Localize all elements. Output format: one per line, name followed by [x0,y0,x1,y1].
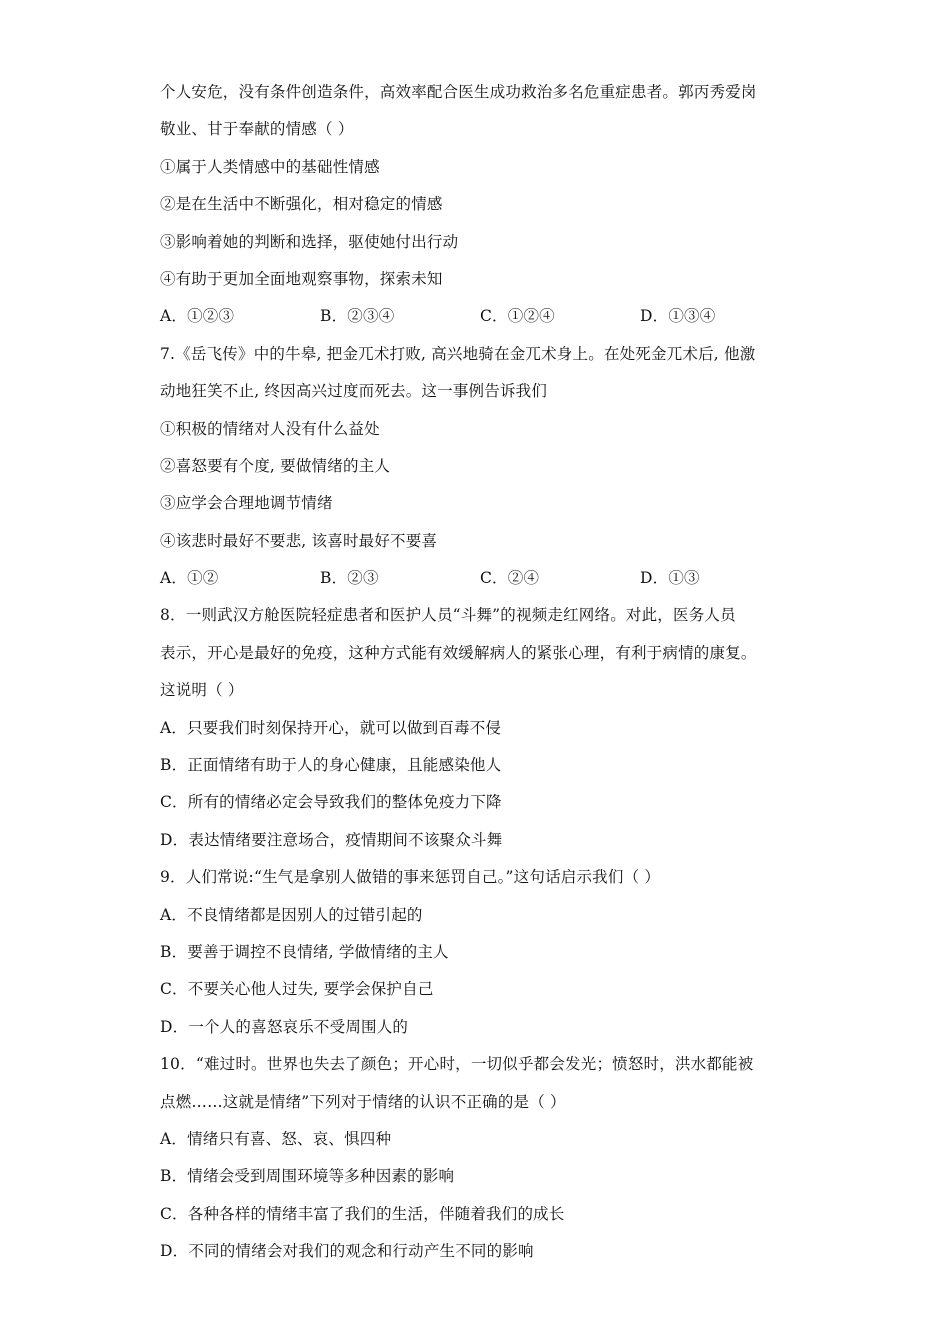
options-row [160,560,800,597]
question-stem-line: 敬业、甘于奉献的情感（ ） [160,120,354,139]
question-stem-line: 这说明（ ） [160,681,244,700]
statement-2: ②喜怒要有个度, 要做情绪的主人 [160,456,391,475]
question-7 [160,336,800,598]
question-stem-line: 8．一则武汉方舱医院轻症患者和医护人员“斗舞”的视频走红网络。对此，医务人员 [160,606,736,625]
statement-3: ③影响着她的判断和选择，驱使她付出行动 [160,232,459,251]
option-a: A．不良情绪都是因别人的过错引起的 [160,905,423,924]
question-stem-line: 个人安危，没有条件创造条件，高效率配合医生成功救治多名危重症患者。郭丙秀爱岗 [160,83,757,101]
statement-3: ③应学会合理地调节情绪 [160,494,333,513]
option-d: D．①③ [640,569,700,588]
option-b: B．要善于调控不良情绪, 学做情绪的主人 [160,942,449,961]
option-c: C．②④ [480,569,540,588]
option-a: A．①② [160,569,219,588]
statement-4: ④有助于更加全面地观察事物，探索未知 [160,269,443,288]
statement-1: ①积极的情绪对人没有什么益处 [160,419,380,438]
option-d: D．①③④ [640,307,716,326]
question-8 [160,597,800,859]
exam-page [160,74,800,1271]
question-stem-line: 10．“难过时。世界也失去了颜色；开心时，一切似乎都会发光；愤怒时，洪水都能被 [160,1055,754,1074]
question-9 [160,859,800,1046]
options-row [160,298,800,335]
option-c: C．①②④ [480,307,555,326]
option-d: D．表达情绪要注意场合，疫情期间不该聚众斗舞 [160,830,503,849]
statement-1: ①属于人类情感中的基础性情感 [160,157,380,176]
question-6 [160,74,800,336]
option-c: C．所有的情绪必定会导致我们的整体免疫力下降 [160,793,502,812]
statement-4: ④该悲时最好不要悲, 该喜时最好不要喜 [160,531,438,550]
option-d: D．一个人的喜怒哀乐不受周围人的 [160,1017,409,1036]
statement-2: ②是在生活中不断强化，相对稳定的情感 [160,195,443,214]
option-a: A．只要我们时刻保持开心，就可以做到百毒不侵 [160,718,502,737]
option-b: B．情绪会受到周围环境等多种因素的影响 [160,1167,455,1186]
question-stem-line: 动地狂笑不止, 终因高兴过度而死去。这一事例告诉我们 [160,382,548,401]
option-c: C．不要关心他人过失, 要学会保护自己 [160,980,434,999]
question-stem-line: 9．人们常说:“生气是拿别人做错的事来惩罚自己。”这句话启示我们（ ） [160,868,661,887]
question-stem-line: 表示，开心是最好的免疫，这种方式能有效缓解病人的紧张心理，有利于病情的康复。 [160,643,757,662]
question-stem-line: 点燃……这就是情绪”下列对于情绪的认识不正确的是（ ） [160,1092,566,1111]
option-d: D．不同的情绪会对我们的观念和行动产生不同的影响 [160,1242,534,1261]
question-10 [160,1046,800,1270]
option-a: A．①②③ [160,307,235,326]
option-a: A．情绪只有喜、怒、哀、惧四种 [160,1129,392,1148]
option-c: C．各种各样的情绪丰富了我们的生活，伴随着我们的成长 [160,1204,565,1223]
question-stem-line: 7.《岳飞传》中的牛皋, 把金兀术打败, 高兴地骑在金兀术身上。在处死金兀术后, 他激 [160,344,756,363]
option-b: B．②③④ [320,307,395,326]
option-b: B．正面情绪有助于人的身心健康，且能感染他人 [160,756,502,775]
option-b: B．②③ [320,569,379,588]
